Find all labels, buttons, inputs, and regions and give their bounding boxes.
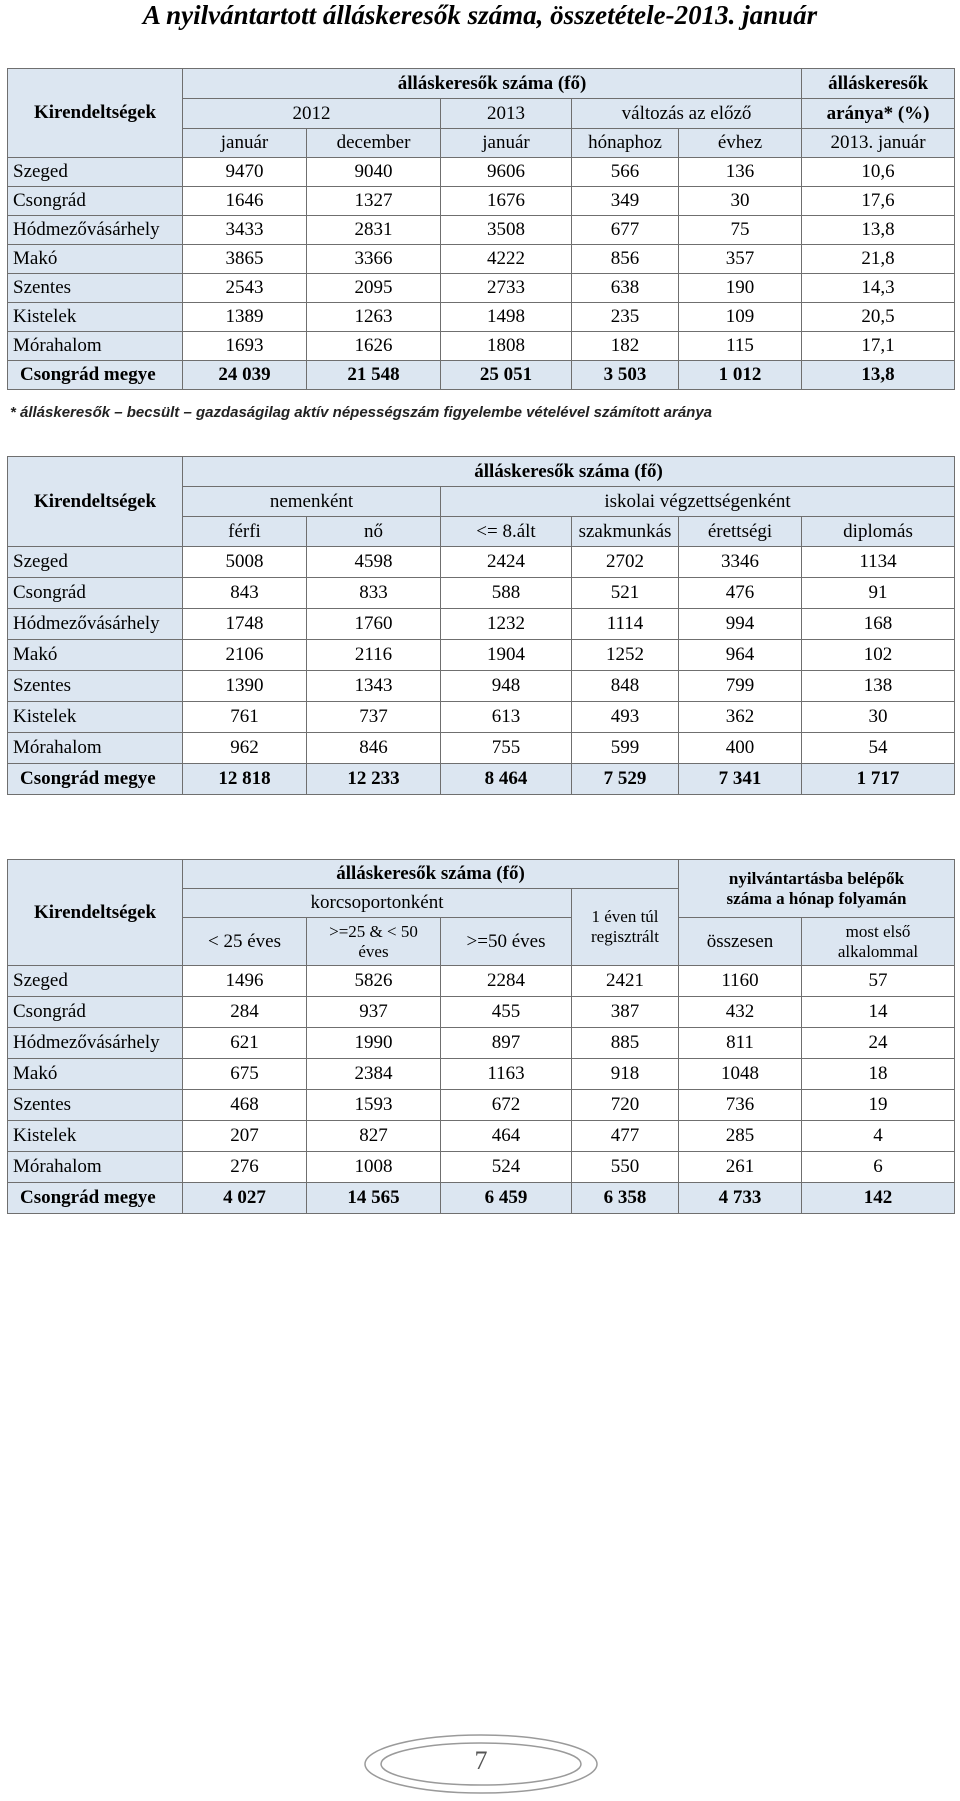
table-cell: 14,3	[802, 274, 955, 303]
table-cell: 1327	[307, 187, 441, 216]
table-cell: 885	[572, 1028, 679, 1059]
table-cell: 138	[802, 671, 955, 702]
row-header: Kirendeltségek	[8, 69, 183, 158]
table-cell: 3346	[679, 547, 802, 578]
table-cell: 677	[572, 216, 679, 245]
table-cell: 736	[679, 1090, 802, 1121]
footnote: * álláskeresők – becsült – gazdaságilag aktív népességszám figyelembe vételével számított aránya	[10, 404, 713, 421]
table-cell: 948	[441, 671, 572, 702]
table-cell: 455	[441, 997, 572, 1028]
table-cell: 2384	[307, 1059, 441, 1090]
row-label: Makó	[8, 640, 183, 671]
table-cell: 5826	[307, 966, 441, 997]
table-row	[8, 274, 955, 303]
table-cell: 1498	[441, 303, 572, 332]
table-cell: 18	[802, 1059, 955, 1090]
table-cell: 4222	[441, 245, 572, 274]
table-cell: 476	[679, 578, 802, 609]
row-label: Mórahalom	[8, 733, 183, 764]
table-cell: 276	[183, 1152, 307, 1183]
sub-header: diplomás	[802, 517, 955, 547]
table-cell: 349	[572, 187, 679, 216]
table-cell: 613	[441, 702, 572, 733]
table-cell: 477	[572, 1121, 679, 1152]
table-cell: 1263	[307, 303, 441, 332]
group-header-gender: nemenként	[183, 487, 441, 517]
row-label: Csongrád	[8, 578, 183, 609]
table-cell: 57	[802, 966, 955, 997]
table-cell: 1134	[802, 547, 955, 578]
jobseekers-count-table	[7, 68, 955, 390]
table-cell: 14	[802, 997, 955, 1028]
sub-header: 2013. január	[802, 129, 955, 158]
row-label: Szeged	[8, 966, 183, 997]
table-cell: 2424	[441, 547, 572, 578]
row-label: Makó	[8, 245, 183, 274]
table-cell: 3433	[183, 216, 307, 245]
row-label: Kistelek	[8, 1121, 183, 1152]
table-row	[8, 216, 955, 245]
table-cell: 235	[572, 303, 679, 332]
table-cell: 799	[679, 671, 802, 702]
group-header-entrants: nyilvántartásba belépők száma a hónap folyamán	[679, 860, 955, 918]
table-cell: 4	[802, 1121, 955, 1152]
table-cell: 811	[679, 1028, 802, 1059]
table-cell: 1343	[307, 671, 441, 702]
table-cell: 12 818	[183, 764, 307, 795]
table-cell: 9606	[441, 158, 572, 187]
row-label: Mórahalom	[8, 332, 183, 361]
sub-header: férfi	[183, 517, 307, 547]
table-cell: 1390	[183, 671, 307, 702]
table-cell: 2421	[572, 966, 679, 997]
table-cell: 109	[679, 303, 802, 332]
table-cell: 142	[802, 1183, 955, 1214]
table-cell: 115	[679, 332, 802, 361]
table-cell: 621	[183, 1028, 307, 1059]
table-cell: 136	[679, 158, 802, 187]
table-cell: 1160	[679, 966, 802, 997]
entrants-first-header: most első alkalommal	[802, 918, 955, 966]
table-cell: 17,1	[802, 332, 955, 361]
age-under25-header: < 25 éves	[183, 918, 307, 966]
sub-header: január	[441, 129, 572, 158]
table-cell: 182	[572, 332, 679, 361]
table-cell: 190	[679, 274, 802, 303]
table-cell: 13,8	[802, 361, 955, 390]
row-label: Csongrád	[8, 997, 183, 1028]
row-header: Kirendeltségek	[8, 860, 183, 966]
change-header: változás az előző	[572, 99, 802, 129]
table-cell: 4 733	[679, 1183, 802, 1214]
row-label: Csongrád	[8, 187, 183, 216]
table-cell: 493	[572, 702, 679, 733]
table-cell: 9470	[183, 158, 307, 187]
sub-header: érettségi	[679, 517, 802, 547]
table-cell: 362	[679, 702, 802, 733]
table-cell: 521	[572, 578, 679, 609]
table-row	[8, 1152, 955, 1183]
row-label: Hódmezővásárhely	[8, 609, 183, 640]
table-row	[8, 997, 955, 1028]
table-cell: 1496	[183, 966, 307, 997]
table-cell: 2106	[183, 640, 307, 671]
table-cell: 737	[307, 702, 441, 733]
table-row	[8, 733, 955, 764]
table-cell: 1626	[307, 332, 441, 361]
table-cell: 1808	[441, 332, 572, 361]
table-cell: 524	[441, 1152, 572, 1183]
table-cell: 2284	[441, 966, 572, 997]
table-cell: 4598	[307, 547, 441, 578]
table-row	[8, 671, 955, 702]
table-cell: 30	[679, 187, 802, 216]
table-row	[8, 702, 955, 733]
page-number-badge	[363, 1733, 599, 1795]
table-cell: 846	[307, 733, 441, 764]
table-cell: 4 027	[183, 1183, 307, 1214]
row-label: Hódmezővásárhely	[8, 216, 183, 245]
row-label: Hódmezővásárhely	[8, 1028, 183, 1059]
row-label: Szentes	[8, 671, 183, 702]
table-cell: 761	[183, 702, 307, 733]
table-row	[8, 158, 955, 187]
table-cell: 91	[802, 578, 955, 609]
jobseekers-by-age-table	[7, 859, 955, 1214]
table-cell: 2733	[441, 274, 572, 303]
group-header-age: korcsoportonként	[183, 889, 572, 918]
table-cell: 827	[307, 1121, 441, 1152]
table-cell: 962	[183, 733, 307, 764]
table-cell: 1 012	[679, 361, 802, 390]
table-cell: 1048	[679, 1059, 802, 1090]
sub-header: december	[307, 129, 441, 158]
age-25-50-header: >=25 & < 50 éves	[307, 918, 441, 966]
table-cell: 1114	[572, 609, 679, 640]
group-header-main: álláskeresők száma (fő)	[183, 69, 802, 99]
table-cell: 400	[679, 733, 802, 764]
table-cell: 856	[572, 245, 679, 274]
row-label: Mórahalom	[8, 1152, 183, 1183]
table-cell: 1646	[183, 187, 307, 216]
year-header-2012: 2012	[183, 99, 441, 129]
group-header-main: álláskeresők száma (fő)	[183, 457, 955, 487]
table-cell: 75	[679, 216, 802, 245]
page-number: 7	[474, 1746, 488, 1775]
table-cell: 937	[307, 997, 441, 1028]
table-cell: 7 341	[679, 764, 802, 795]
table-cell: 9040	[307, 158, 441, 187]
table-cell: 566	[572, 158, 679, 187]
table-cell: 30	[802, 702, 955, 733]
table-cell: 13,8	[802, 216, 955, 245]
table-cell: 1232	[441, 609, 572, 640]
group-header-education: iskolai végzettségenként	[441, 487, 955, 517]
table-cell: 2543	[183, 274, 307, 303]
table-cell: 6 459	[441, 1183, 572, 1214]
table-cell: 17,6	[802, 187, 955, 216]
table-row	[8, 187, 955, 216]
table-cell: 1676	[441, 187, 572, 216]
table-cell: 3865	[183, 245, 307, 274]
table-cell: 1 717	[802, 764, 955, 795]
table-cell: 102	[802, 640, 955, 671]
table-cell: 1748	[183, 609, 307, 640]
table-cell: 8 464	[441, 764, 572, 795]
sub-header: január	[183, 129, 307, 158]
table-cell: 1008	[307, 1152, 441, 1183]
table-cell: 994	[679, 609, 802, 640]
table-cell: 12 233	[307, 764, 441, 795]
table-cell: 3366	[307, 245, 441, 274]
table-cell: 5008	[183, 547, 307, 578]
table-cell: 964	[679, 640, 802, 671]
table-cell: 897	[441, 1028, 572, 1059]
table-cell: 918	[572, 1059, 679, 1090]
over-one-year-header: 1 éven túl regisztrált	[572, 889, 679, 966]
table-cell: 10,6	[802, 158, 955, 187]
table-cell: 25 051	[441, 361, 572, 390]
table-cell: 550	[572, 1152, 679, 1183]
total-row	[8, 764, 955, 795]
table-cell: 1593	[307, 1090, 441, 1121]
table-cell: 6 358	[572, 1183, 679, 1214]
table-row	[8, 1121, 955, 1152]
table-cell: 24	[802, 1028, 955, 1059]
table-cell: 285	[679, 1121, 802, 1152]
table-cell: 755	[441, 733, 572, 764]
table-row	[8, 1028, 955, 1059]
table-cell: 833	[307, 578, 441, 609]
table-cell: 3 503	[572, 361, 679, 390]
group-header-ratio: álláskeresők	[802, 69, 955, 99]
row-label: Szeged	[8, 158, 183, 187]
table-cell: 468	[183, 1090, 307, 1121]
table-row	[8, 578, 955, 609]
sub-header: <= 8.ált	[441, 517, 572, 547]
row-label: Csongrád megye	[8, 361, 183, 390]
table-cell: 672	[441, 1090, 572, 1121]
table-cell: 1693	[183, 332, 307, 361]
table-cell: 1389	[183, 303, 307, 332]
table-cell: 848	[572, 671, 679, 702]
table-cell: 1904	[441, 640, 572, 671]
table-cell: 1163	[441, 1059, 572, 1090]
table-cell: 2702	[572, 547, 679, 578]
age-50plus-header: >=50 éves	[441, 918, 572, 966]
table-cell: 207	[183, 1121, 307, 1152]
table-cell: 720	[572, 1090, 679, 1121]
table-cell: 638	[572, 274, 679, 303]
table-row	[8, 640, 955, 671]
table-cell: 21,8	[802, 245, 955, 274]
total-row	[8, 1183, 955, 1214]
table-cell: 1990	[307, 1028, 441, 1059]
table-row	[8, 332, 955, 361]
page-title: A nyilvántartott álláskeresők száma, összetétele-2013. január	[142, 0, 818, 30]
table-cell: 675	[183, 1059, 307, 1090]
row-label: Csongrád megye	[8, 764, 183, 795]
row-label: Szentes	[8, 274, 183, 303]
row-label: Szeged	[8, 547, 183, 578]
table-cell: 2831	[307, 216, 441, 245]
table-row	[8, 1059, 955, 1090]
jobseekers-by-gender-education-table	[7, 456, 955, 795]
table-cell: 168	[802, 609, 955, 640]
table-row	[8, 966, 955, 997]
row-label: Kistelek	[8, 303, 183, 332]
table-cell: 3508	[441, 216, 572, 245]
table-cell: 6	[802, 1152, 955, 1183]
table-cell: 843	[183, 578, 307, 609]
table-cell: 432	[679, 997, 802, 1028]
table-cell: 357	[679, 245, 802, 274]
entrants-total-header: összesen	[679, 918, 802, 966]
total-row	[8, 361, 955, 390]
sub-header: hónaphoz	[572, 129, 679, 158]
sub-header: nő	[307, 517, 441, 547]
table-cell: 7 529	[572, 764, 679, 795]
table-cell: 54	[802, 733, 955, 764]
table-cell: 261	[679, 1152, 802, 1183]
table-cell: 1760	[307, 609, 441, 640]
table-cell: 464	[441, 1121, 572, 1152]
table-cell: 588	[441, 578, 572, 609]
group-header-main: álláskeresők száma (fő)	[183, 860, 679, 889]
row-label: Kistelek	[8, 702, 183, 733]
table-cell: 387	[572, 997, 679, 1028]
sub-header: évhez	[679, 129, 802, 158]
table-cell: 1252	[572, 640, 679, 671]
row-label: Szentes	[8, 1090, 183, 1121]
table-row	[8, 303, 955, 332]
table-cell: 2116	[307, 640, 441, 671]
table-row	[8, 609, 955, 640]
ratio-header-line2: aránya* (%)	[802, 99, 955, 129]
row-label: Makó	[8, 1059, 183, 1090]
table-cell: 14 565	[307, 1183, 441, 1214]
table-cell: 2095	[307, 274, 441, 303]
table-cell: 284	[183, 997, 307, 1028]
sub-header: szakmunkás	[572, 517, 679, 547]
table-row	[8, 245, 955, 274]
row-header: Kirendeltségek	[8, 457, 183, 547]
table-cell: 24 039	[183, 361, 307, 390]
table-cell: 21 548	[307, 361, 441, 390]
table-cell: 20,5	[802, 303, 955, 332]
table-row	[8, 1090, 955, 1121]
table-cell: 599	[572, 733, 679, 764]
year-header-2013: 2013	[441, 99, 572, 129]
table-row	[8, 547, 955, 578]
row-label: Csongrád megye	[8, 1183, 183, 1214]
table-cell: 19	[802, 1090, 955, 1121]
